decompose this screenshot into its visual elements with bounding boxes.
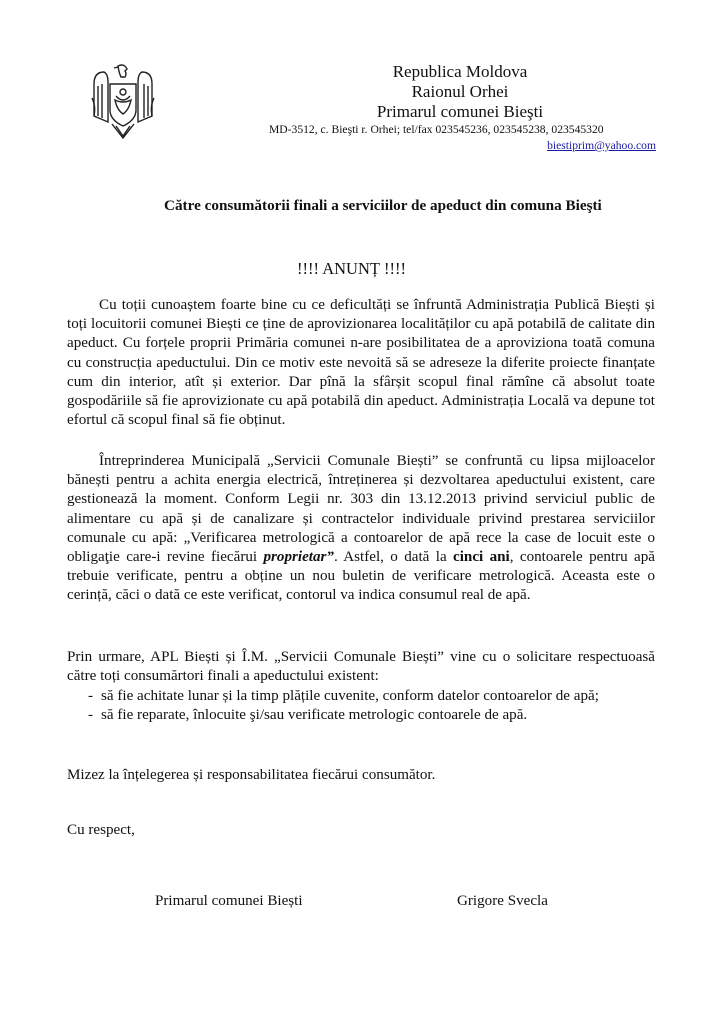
- email-link[interactable]: biestiprim@yahoo.com: [547, 139, 656, 152]
- paragraph-intro: Cu toții cunoaștem foarte bine cu ce deficultăți se înfruntă Administrația Publică Biești și toți locuitorii comunei Biești ce ține de aprovizionarea localităților cu apă potabilă de calitate din apeduct. Cu forțele proprii Primăria comunei n-are posibilitatea de a aproviziona toată comuna cu construcția apeductului. Din ce motiv este nevoită să se adreseze la diferite proiecte finanțate cum din interior, atît și exterior. Dar pînă la sfârșit scopul final rămîne că absolut toate gospodăriile să fie aprovizionate cu apă potabilă din apeduct. Administrația Locală va depune tot efortul că scopul final să fie obținut.: [67, 297, 655, 429]
- paragraph-legal: [67, 452, 655, 606]
- letterhead-office: Primarul comunei Bieşti: [376, 102, 544, 121]
- letterhead-district: Raionul Orhei: [411, 82, 509, 101]
- letterhead-country: Republica Moldova: [392, 62, 528, 81]
- moldova-coat-of-arms-icon: [88, 62, 158, 142]
- paragraph-legal-part3: , contoarele pentru apă trebuie verificate, pentru a obține un nou buletin de verificare metrologică. Aceasta este o cerință, căci o dată ce este verificat, contorul va indica consumul real de apă.: [67, 549, 656, 604]
- subject-heading: Către consumătorii finali a serviciilor de apeduct din comuna Bieşti: [164, 197, 602, 214]
- closing-line: Mizez la înțelegerea și responsabilitatea fiecărui consumător.: [67, 767, 436, 783]
- paragraph-legal-part2: . Astfel, o dată la: [333, 549, 454, 566]
- list-item: [67, 706, 655, 725]
- list-item-text: să fie reparate, înlocuite şi/sau verificate metrologic contoarele de apă.: [101, 707, 528, 724]
- dash-bullet: -: [88, 707, 94, 724]
- requests-list: [67, 687, 655, 725]
- paragraph-legal-part1: Întreprinderea Municipală „Servicii Comunale Biești” se confruntă cu lipsa mijloacelor bănești pentru a achita energia electrică, întreținerea și dezvoltarea apeductului existent, care gestionează la moment. Conform Legii nr. 303 din 13.12.2013 privind serviciul public de alimentare cu apă și de canalizare și contractelor individuale privind prestarea serviciilor comunale cu apă: „Verificarea metrologică a contoarelor de apă rece la case de locuit este o obligaţie care-i revine fiecărui: [67, 453, 655, 566]
- emphasis-period: cinci ani: [453, 549, 510, 566]
- emphasis-owner: proprietar”: [263, 549, 334, 566]
- dash-bullet: -: [88, 688, 94, 704]
- letterhead-address: MD-3512, c. Bieşti r. Orhei; tel/fax 023545236, 023545238, 023545320: [269, 123, 604, 136]
- regards: Cu respect,: [67, 822, 135, 838]
- list-item: [67, 687, 655, 706]
- paragraph-request: Prin urmare, APL Biești și Î.M. „Servicii Comunale Biești” vine cu o solicitare respectuoasă către toți consumărtori finali a apeductului existent:: [67, 649, 655, 685]
- signature-title: Primarul comunei Biești: [155, 893, 303, 909]
- list-item-text: să fie achitate lunar și la timp plățile cuvenite, conform datelor contoarelor de apă;: [101, 688, 599, 704]
- announcement-title: !!!! ANUNȚ !!!!: [297, 259, 407, 278]
- signature-name: Grigore Svecla: [457, 893, 548, 909]
